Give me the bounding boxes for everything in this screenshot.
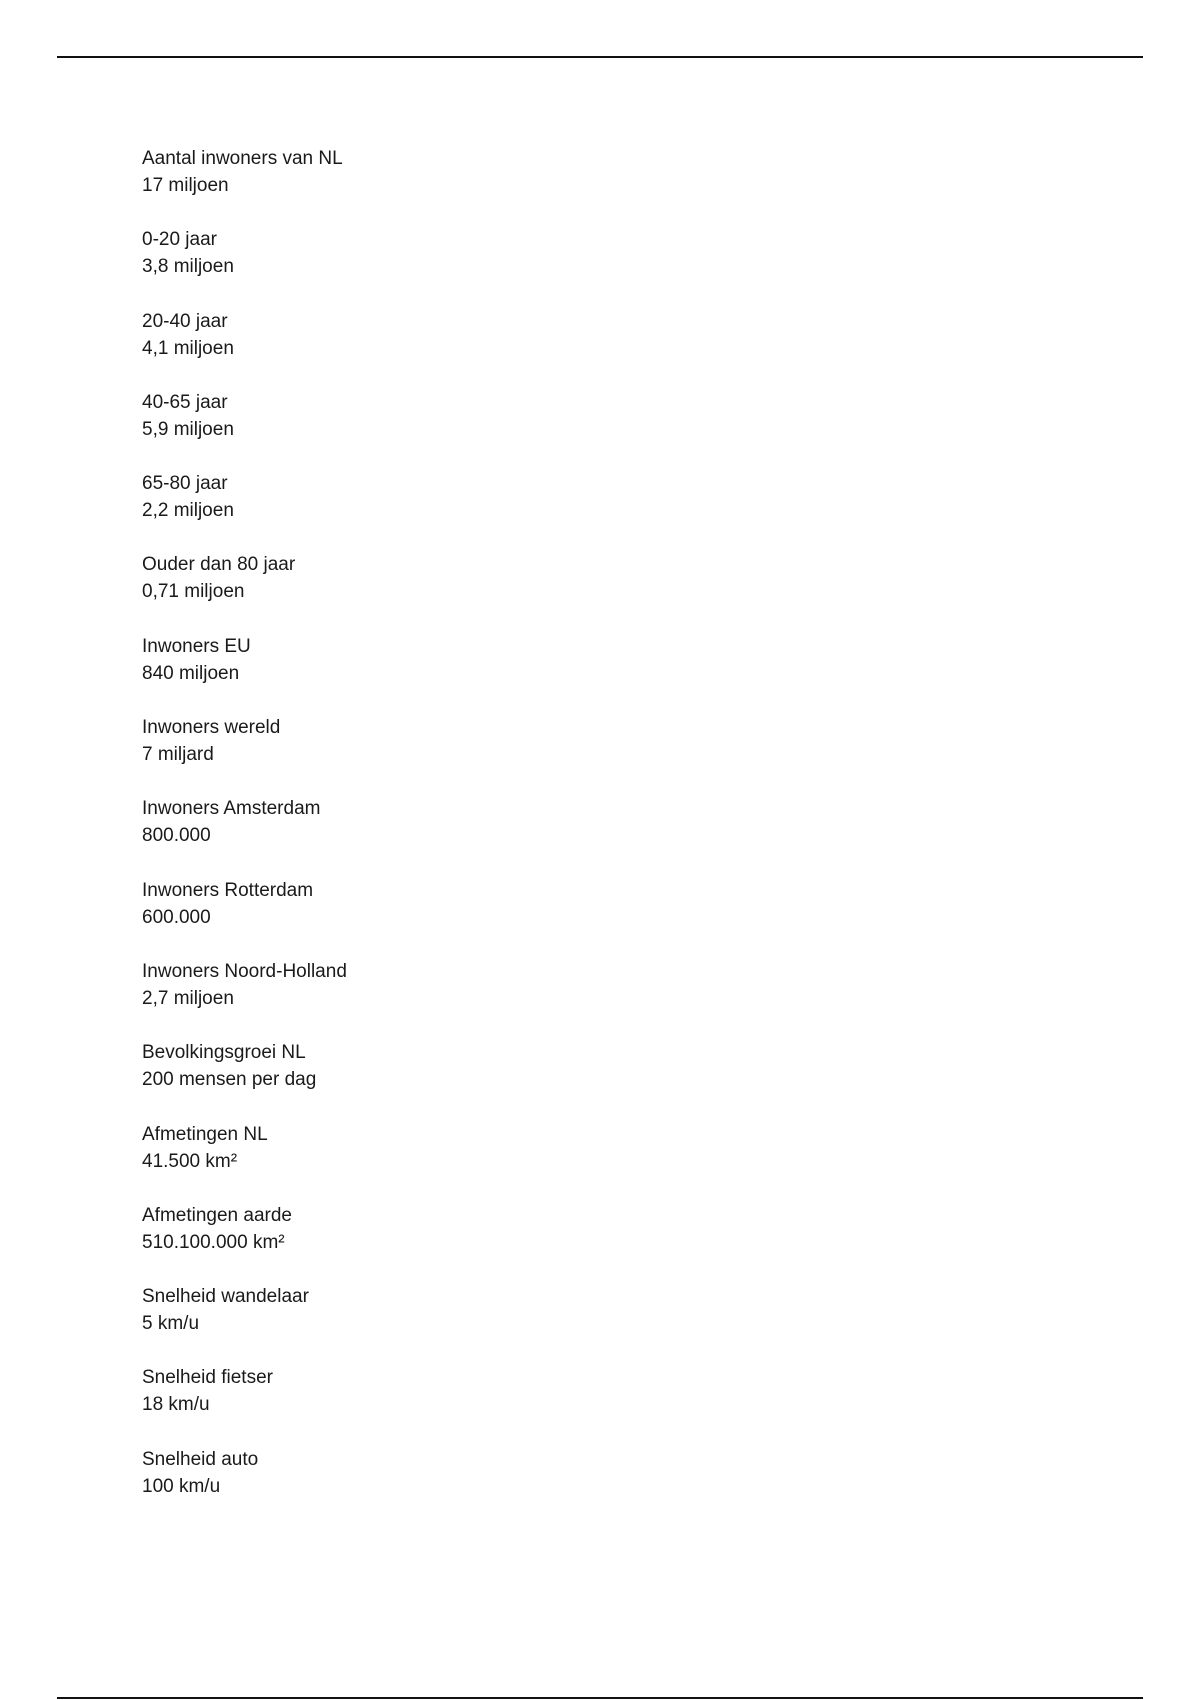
fact-value: 840 miljoen [142,662,240,684]
fact-value: 0,71 miljoen [142,581,245,603]
fact-item [142,226,742,307]
fact-label: Aantal inwoners van NL [142,148,343,169]
fact-value: 800.000 [142,825,211,847]
fact-label: Snelheid wandelaar [142,1286,309,1308]
fact-label: Snelheid fietser [142,1367,273,1389]
fact-label: Snelheid auto [142,1448,259,1470]
fact-value: 41.500 km² [142,1150,238,1172]
fact-label: Afmetingen aarde [142,1204,292,1226]
fact-value: 5 km/u [142,1313,200,1335]
fact-value: 18 km/u [142,1394,210,1416]
fact-label: 40-65 jaar [142,391,228,413]
fact-value: 4,1 miljoen [142,337,234,359]
fact-label: 20-40 jaar [142,310,228,332]
fact-label: Inwoners wereld [142,717,281,739]
fact-item [142,470,742,551]
fact-label: Bevolkingsgroei NL [142,1042,306,1064]
fact-label: Inwoners Noord-Holland [142,960,347,982]
fact-item [142,714,742,795]
fact-item [142,551,742,632]
fact-item [142,389,742,470]
fact-value: 2,7 miljoen [142,987,234,1009]
fact-label: Ouder dan 80 jaar [142,554,296,576]
fact-label: Inwoners Rotterdam [142,879,314,901]
fact-label: 65-80 jaar [142,473,228,495]
fact-item [142,633,742,714]
fact-value: 510.100.000 km² [142,1231,285,1253]
fact-value: 200 mensen per dag [142,1069,317,1091]
fact-value: 600.000 [142,906,211,928]
fact-label: 0-20 jaar [142,229,217,251]
fact-label: Afmetingen NL [142,1123,268,1145]
fact-label: Inwoners Amsterdam [142,798,321,820]
fact-value: 3,8 miljoen [142,256,234,278]
fact-item [142,958,742,1039]
fact-item [142,1039,742,1120]
fact-value: 100 km/u [142,1475,221,1497]
fact-item [142,1283,742,1364]
fact-item [142,308,742,389]
header-rule [57,56,1143,58]
fact-item [142,1446,742,1527]
fact-value: 5,9 miljoen [142,418,234,440]
fact-item [142,1364,742,1445]
fact-item [142,1121,742,1202]
fact-item [142,1202,742,1283]
facts-list [142,145,742,1527]
fact-item [142,795,742,876]
fact-item [142,877,742,958]
fact-value: 7 miljard [142,744,214,766]
fact-item [142,145,742,226]
footer-rule [57,1697,1143,1699]
fact-label: Inwoners EU [142,635,251,657]
fact-value: 2,2 miljoen [142,500,234,522]
fact-value: 17 miljoen [142,175,229,196]
